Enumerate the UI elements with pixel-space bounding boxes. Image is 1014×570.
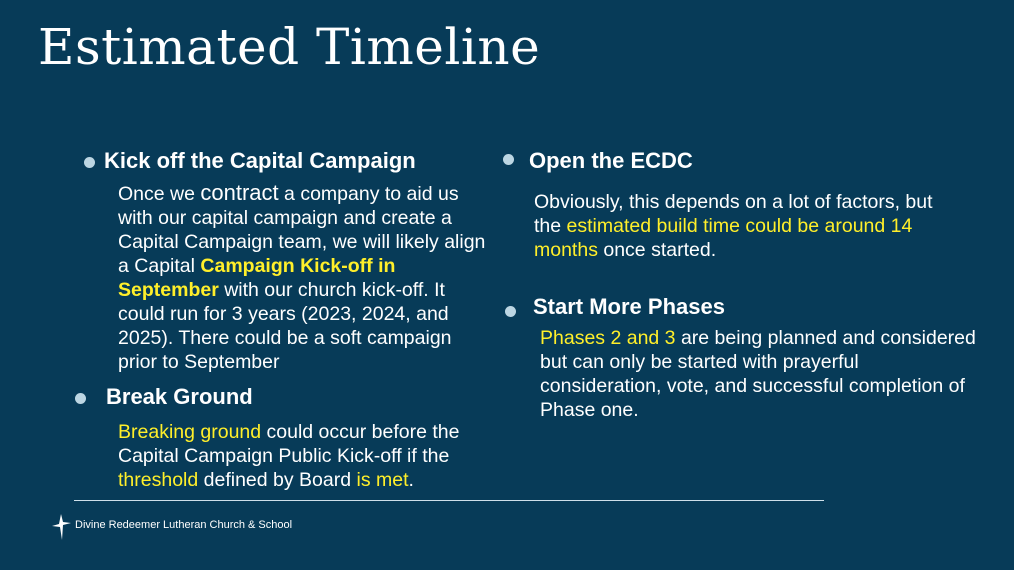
ecdc-text-part: once started. — [597, 239, 717, 261]
phases-highlight: Phases 2 and 3 — [540, 327, 676, 349]
kickoff-text-contract: contract — [200, 180, 279, 205]
break-ground-text-part: . — [408, 469, 414, 491]
slide-title: Estimated Timeline — [38, 18, 541, 76]
kickoff-highlight: Campaign Kick-off in September — [118, 255, 396, 301]
ecdc-text — [534, 190, 964, 262]
bullet-icon — [505, 306, 516, 317]
ecdc-text-part: Obviously, this depends on a lot of factors, but the — [534, 191, 933, 237]
phases-heading: Start More Phases — [533, 294, 725, 319]
break-ground-text — [118, 420, 503, 492]
phases-text-part: are being planned and considered but can only be started with prayerful consideration, vote, and successful completion of Phase one. — [540, 327, 976, 421]
kickoff-text-part: a company to aid us with our capital campaign and create a Capital Campaign team, we will likely align a Capital — [118, 183, 486, 277]
org-name: Divine Redeemer Lutheran Church & School — [75, 519, 293, 531]
footer-divider — [74, 500, 824, 501]
cross-logo-icon — [50, 513, 72, 541]
ecdc-heading: Open the ECDC — [529, 148, 693, 173]
ecdc-highlight: estimated build time could be around 14 months — [534, 215, 913, 261]
kickoff-heading: Kick off the Capital Campaign — [104, 148, 416, 173]
kickoff-text-part: with our church kick-off. It could run for 3 years (2023, 2024, and 2025). There could be a soft campaign prior to September — [118, 279, 452, 373]
break-ground-heading: Break Ground — [106, 384, 253, 409]
break-ground-highlight: Breaking ground — [118, 421, 262, 443]
break-ground-highlight: is met — [356, 469, 409, 491]
kickoff-text-part: Once we — [118, 183, 201, 205]
bullet-icon — [75, 393, 86, 404]
break-ground-text-part: defined by Board — [198, 469, 357, 491]
phases-text — [540, 326, 980, 422]
break-ground-highlight: threshold — [118, 469, 199, 491]
break-ground-text-part: could occur before the Capital Campaign Public Kick-off if the — [118, 421, 460, 467]
kickoff-text — [118, 181, 490, 374]
bullet-icon — [84, 157, 95, 168]
bullet-icon — [503, 154, 514, 165]
